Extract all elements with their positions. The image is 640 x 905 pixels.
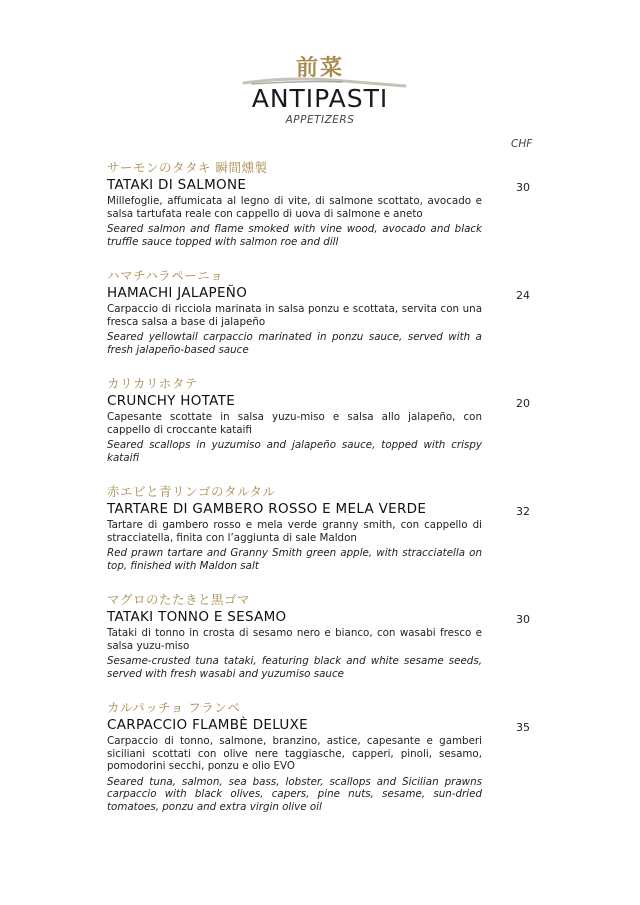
menu-header	[0, 56, 640, 127]
item-description-en: Seared salmon and flame smoked with vine wood, avocado and black truffle sauce topped with salmon roe and dill	[107, 223, 482, 248]
menu-item	[107, 376, 530, 464]
menu-item	[107, 484, 530, 572]
menu-item	[107, 268, 530, 356]
item-jp-name: ハマチハラペーニョ	[107, 268, 224, 283]
section-title: ANTIPASTI	[251, 84, 389, 113]
item-name: TATAKI TONNO E SESAMO	[107, 609, 287, 625]
item-name: HAMACHI JALAPEÑO	[107, 285, 248, 301]
item-description-it: Capesante scottate in salsa yuzu-miso e salsa allo jalapeño, con cappello di croccante kataifi	[107, 411, 482, 436]
item-name: CRUNCHY HOTATE	[107, 393, 236, 409]
item-jp-name: 赤エビと青リンゴのタルタル	[107, 484, 276, 499]
item-description-it: Millefoglie, affumicata al legno di vite, di salmone scottato, avocado e salsa tartufata reale con cappello di uova di salmone e aneto	[107, 195, 482, 220]
item-description-en: Seared yellowtail carpaccio marinated in ponzu sauce, served with a fresh jalapeño-based sauce	[107, 331, 482, 356]
item-name: TATAKI DI SALMONE	[107, 177, 247, 193]
menu-item	[107, 160, 530, 248]
item-jp-name: カルパッチョ フランベ	[107, 700, 241, 715]
section-subtitle: APPETIZERS	[285, 114, 355, 126]
menu-item	[107, 592, 530, 680]
currency-label: CHF	[511, 138, 533, 150]
item-description-en: Sesame-crusted tuna tataki, featuring black and white sesame seeds, served with fresh wasabi and yuzumiso sauce	[107, 655, 482, 680]
menu-items	[107, 160, 530, 833]
item-price: 35	[516, 721, 530, 734]
item-jp-name: サーモンのタタキ 瞬間燻製	[107, 160, 268, 175]
item-description-en: Red prawn tartare and Granny Smith green apple, with stracciatella on top, finished with Maldon salt	[107, 547, 482, 572]
menu-item	[107, 700, 530, 813]
item-price: 24	[516, 289, 530, 302]
item-price: 20	[516, 397, 530, 410]
item-description-it: Tartare di gambero rosso e mela verde granny smith, con cappello di stracciatella, finita con l’aggiunta di sale Maldon	[107, 519, 482, 544]
section-jp-title: 前菜	[295, 56, 344, 81]
item-description-it: Tataki di tonno in crosta di sesamo nero e bianco, con wasabi fresco e salsa yuzu-miso	[107, 627, 482, 652]
item-description-en: Seared tuna, salmon, sea bass, lobster, scallops and Sicilian prawns carpaccio with black olives, capers, pine nuts, sesame, sun-dried tomatoes, ponzu and extra virgin olive oil	[107, 775, 482, 813]
item-price: 32	[516, 505, 530, 518]
item-description-it: Carpaccio di tonno, salmone, branzino, astice, capesante e gamberi siciliani scottati con olive nere taggiasche, capperi, pinoli, sesamo, pomodorini secchi, ponzu e olio EVO	[107, 735, 482, 772]
item-jp-name: カリカリホタテ	[107, 376, 198, 391]
item-description-en: Seared scallops in yuzumiso and jalapeño sauce, topped with crispy kataifi	[107, 439, 482, 464]
item-description-it: Carpaccio di ricciola marinata in salsa ponzu e scottata, servita con una fresca salsa a base di jalapeño	[107, 303, 482, 328]
item-jp-name: マグロのたたきと黒ゴマ	[107, 592, 251, 607]
item-name: CARPACCIO FLAMBÈ DELUXE	[107, 717, 308, 733]
item-price: 30	[516, 613, 530, 626]
item-price: 30	[516, 181, 530, 194]
item-name: TARTARE DI GAMBERO ROSSO E MELA VERDE	[107, 501, 427, 517]
